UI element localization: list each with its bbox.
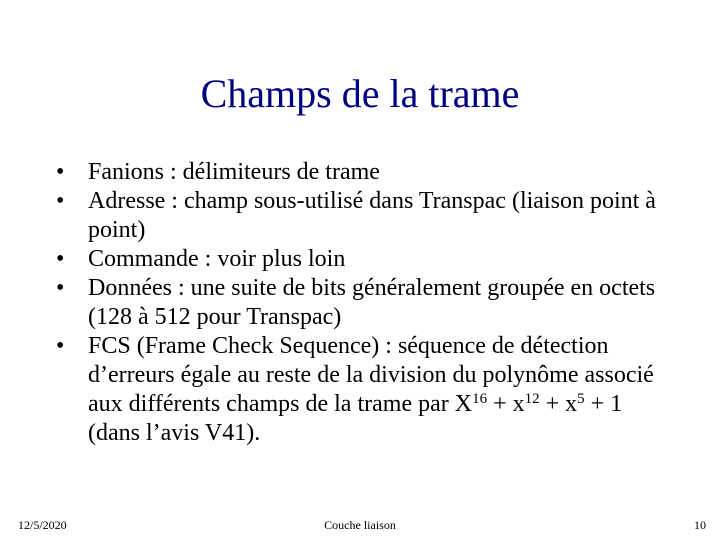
bullet-item <box>50 274 670 332</box>
fcs-mid-2: + x <box>539 391 578 417</box>
bullet-icon: • <box>56 246 65 272</box>
bullet-item <box>50 187 670 245</box>
fcs-text-before: FCS (Frame Check Sequence) : séquence de détection d’erreurs égale au reste de la division du polynôme associé aux différents champs de la trame par X <box>88 333 654 417</box>
bullet-text: Données : une suite de bits généralement groupée en octets (128 à 512 pour Transpac) <box>88 275 656 330</box>
bullet-icon: • <box>56 275 65 301</box>
footer-date: 12/5/2020 <box>18 518 67 532</box>
bullet-icon: • <box>56 333 65 359</box>
exponent-12: 12 <box>524 391 540 407</box>
fcs-text-after: + 1 (dans l’avis V41). <box>88 391 623 446</box>
bullet-item <box>50 245 670 274</box>
bullet-icon: • <box>56 159 65 185</box>
footer-title: Couche liaison <box>324 518 396 532</box>
bullet-text: Adresse : champ sous-utilisé dans Transpac (liaison point à point) <box>88 188 656 243</box>
bullet-item <box>50 158 670 187</box>
bullet-text: Fanions : délimiteurs de trame <box>88 159 380 185</box>
bullet-list <box>50 158 670 448</box>
exponent-5: 5 <box>577 391 585 407</box>
bullet-icon: • <box>56 188 65 214</box>
page-number: 10 <box>694 518 706 532</box>
slide-title: Champs de la trame <box>200 71 520 116</box>
bullet-item-fcs <box>50 332 670 448</box>
fcs-text <box>88 333 654 446</box>
exponent-16: 16 <box>472 391 488 407</box>
bullet-text: Commande : voir plus loin <box>88 246 346 272</box>
fcs-mid-1: + x <box>487 391 525 417</box>
